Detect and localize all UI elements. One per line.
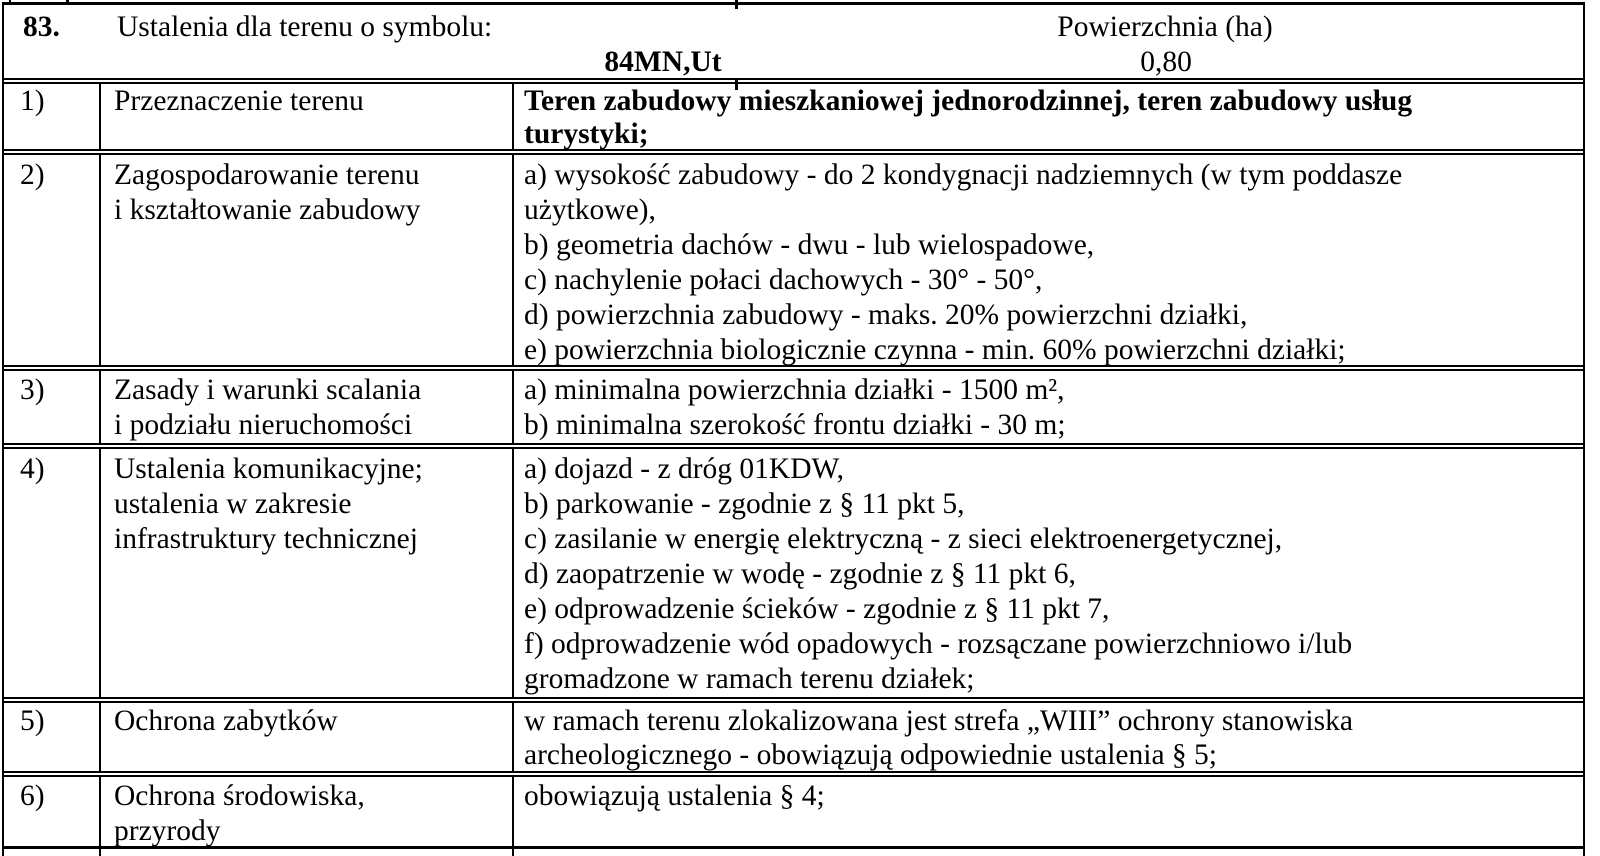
content-line: a) minimalna powierzchnia działki - 1500 m², (524, 374, 1065, 406)
table-row (4, 365, 1583, 443)
content-line: c) nachylenie połaci dachowych - 30° - 50°, (524, 264, 1043, 296)
content-line: b) minimalna szerokość frontu działki - 30 m; (524, 409, 1066, 441)
row-content-cell (514, 849, 1583, 856)
area-symbol: 84MN,Ut (604, 46, 722, 78)
row-number: 3) (20, 374, 45, 406)
content-line: f) odprowadzenie wód opadowych - rozsączane powierzchniowo i/lub (524, 628, 1353, 660)
label-line: Zagospodarowanie terenu (114, 159, 420, 191)
content-line: e) powierzchnia biologicznie czynna - min. 60% powierzchni działki; (524, 334, 1346, 366)
content-line: obowiązują ustalenia § 4; (524, 780, 825, 812)
row-label-cell (101, 703, 514, 771)
row-number: 5) (20, 705, 45, 737)
row-number-cell (4, 449, 101, 697)
row-label-cell (101, 777, 514, 846)
row-number: 1) (20, 85, 45, 117)
label-line: Ochrona środowiska, (114, 780, 365, 812)
area-label: Powierzchnia (ha) (1057, 11, 1273, 43)
label-line: Zasady i warunki scalania (114, 374, 422, 406)
row-label-cell (101, 84, 514, 149)
row-number: 4) (20, 453, 45, 485)
row-content-cell (514, 84, 1583, 149)
content-line: archeologicznego - obowiązują odpowiednie ustalenia § 5; (524, 739, 1218, 771)
table-header-row (4, 5, 1583, 78)
row-number: 6) (20, 780, 45, 812)
content-line: turystyki; (524, 118, 649, 150)
label-line: Ustalenia komunikacyjne; (114, 453, 423, 485)
label-line: przyrody (114, 815, 221, 847)
row-content-cell (514, 371, 1583, 443)
content-line: Teren zabudowy mieszkaniowej jednorodzinnej, teren zabudowy usług (524, 85, 1413, 117)
label-line: Przeznaczenie terenu (114, 85, 364, 117)
content-line: d) powierzchnia zabudowy - maks. 20% powierzchni działki, (524, 299, 1248, 331)
area-value: 0,80 (1140, 46, 1192, 78)
content-line: w ramach terenu zlokalizowana jest strefa „WIII” ochrony stanowiska (524, 705, 1353, 737)
row-content-cell (514, 777, 1583, 846)
row-number-cell (4, 155, 101, 365)
table-row (4, 443, 1583, 697)
content-line: b) geometria dachów - dwu - lub wielospadowe, (524, 229, 1095, 261)
content-line: d) zaopatrzenie w wodę - zgodnie z § 11 pkt 6, (524, 558, 1076, 590)
row-content-cell (514, 449, 1583, 697)
row-content-cell (514, 703, 1583, 771)
row-content-cell (514, 155, 1583, 365)
label-line: ustalenia w zakresie (114, 488, 352, 520)
row-number: 2) (20, 159, 45, 191)
zoning-table (2, 2, 1585, 856)
row-number-cell (4, 849, 101, 856)
content-line: gromadzone w ramach terenu działek; (524, 663, 975, 695)
row-label-cell (101, 155, 514, 365)
row-label-cell (101, 849, 514, 856)
row-label-cell (101, 449, 514, 697)
label-line: i podziału nieruchomości (114, 409, 413, 441)
row-number-cell (4, 84, 101, 149)
content-line: b) parkowanie - zgodnie z § 11 pkt 5, (524, 488, 965, 520)
row-number-cell (4, 703, 101, 771)
row-number-cell (4, 371, 101, 443)
table-row (4, 771, 1583, 846)
table-row (4, 78, 1583, 149)
content-line: a) wysokość zabudowy - do 2 kondygnacji nadziemnych (w tym poddasze (524, 159, 1403, 191)
row-number-cell (4, 777, 101, 846)
label-line: Ochrona zabytków (114, 705, 338, 737)
content-line: c) zasilanie w energię elektryczną - z sieci elektroenergetycznej, (524, 523, 1283, 555)
label-line: i kształtowanie zabudowy (114, 194, 421, 226)
content-line: a) dojazd - z dróg 01KDW, (524, 453, 845, 485)
content-line: e) odprowadzenie ścieków - zgodnie z § 11 pkt 7, (524, 593, 1110, 625)
header-title: Ustalenia dla terenu o symbolu: (117, 11, 493, 43)
table-row (4, 697, 1583, 771)
table-row (4, 149, 1583, 365)
content-line: użytkowe), (524, 194, 656, 226)
row-label-cell (101, 371, 514, 443)
table-number: 83. (23, 11, 60, 43)
label-line: infrastruktury technicznej (114, 523, 418, 555)
